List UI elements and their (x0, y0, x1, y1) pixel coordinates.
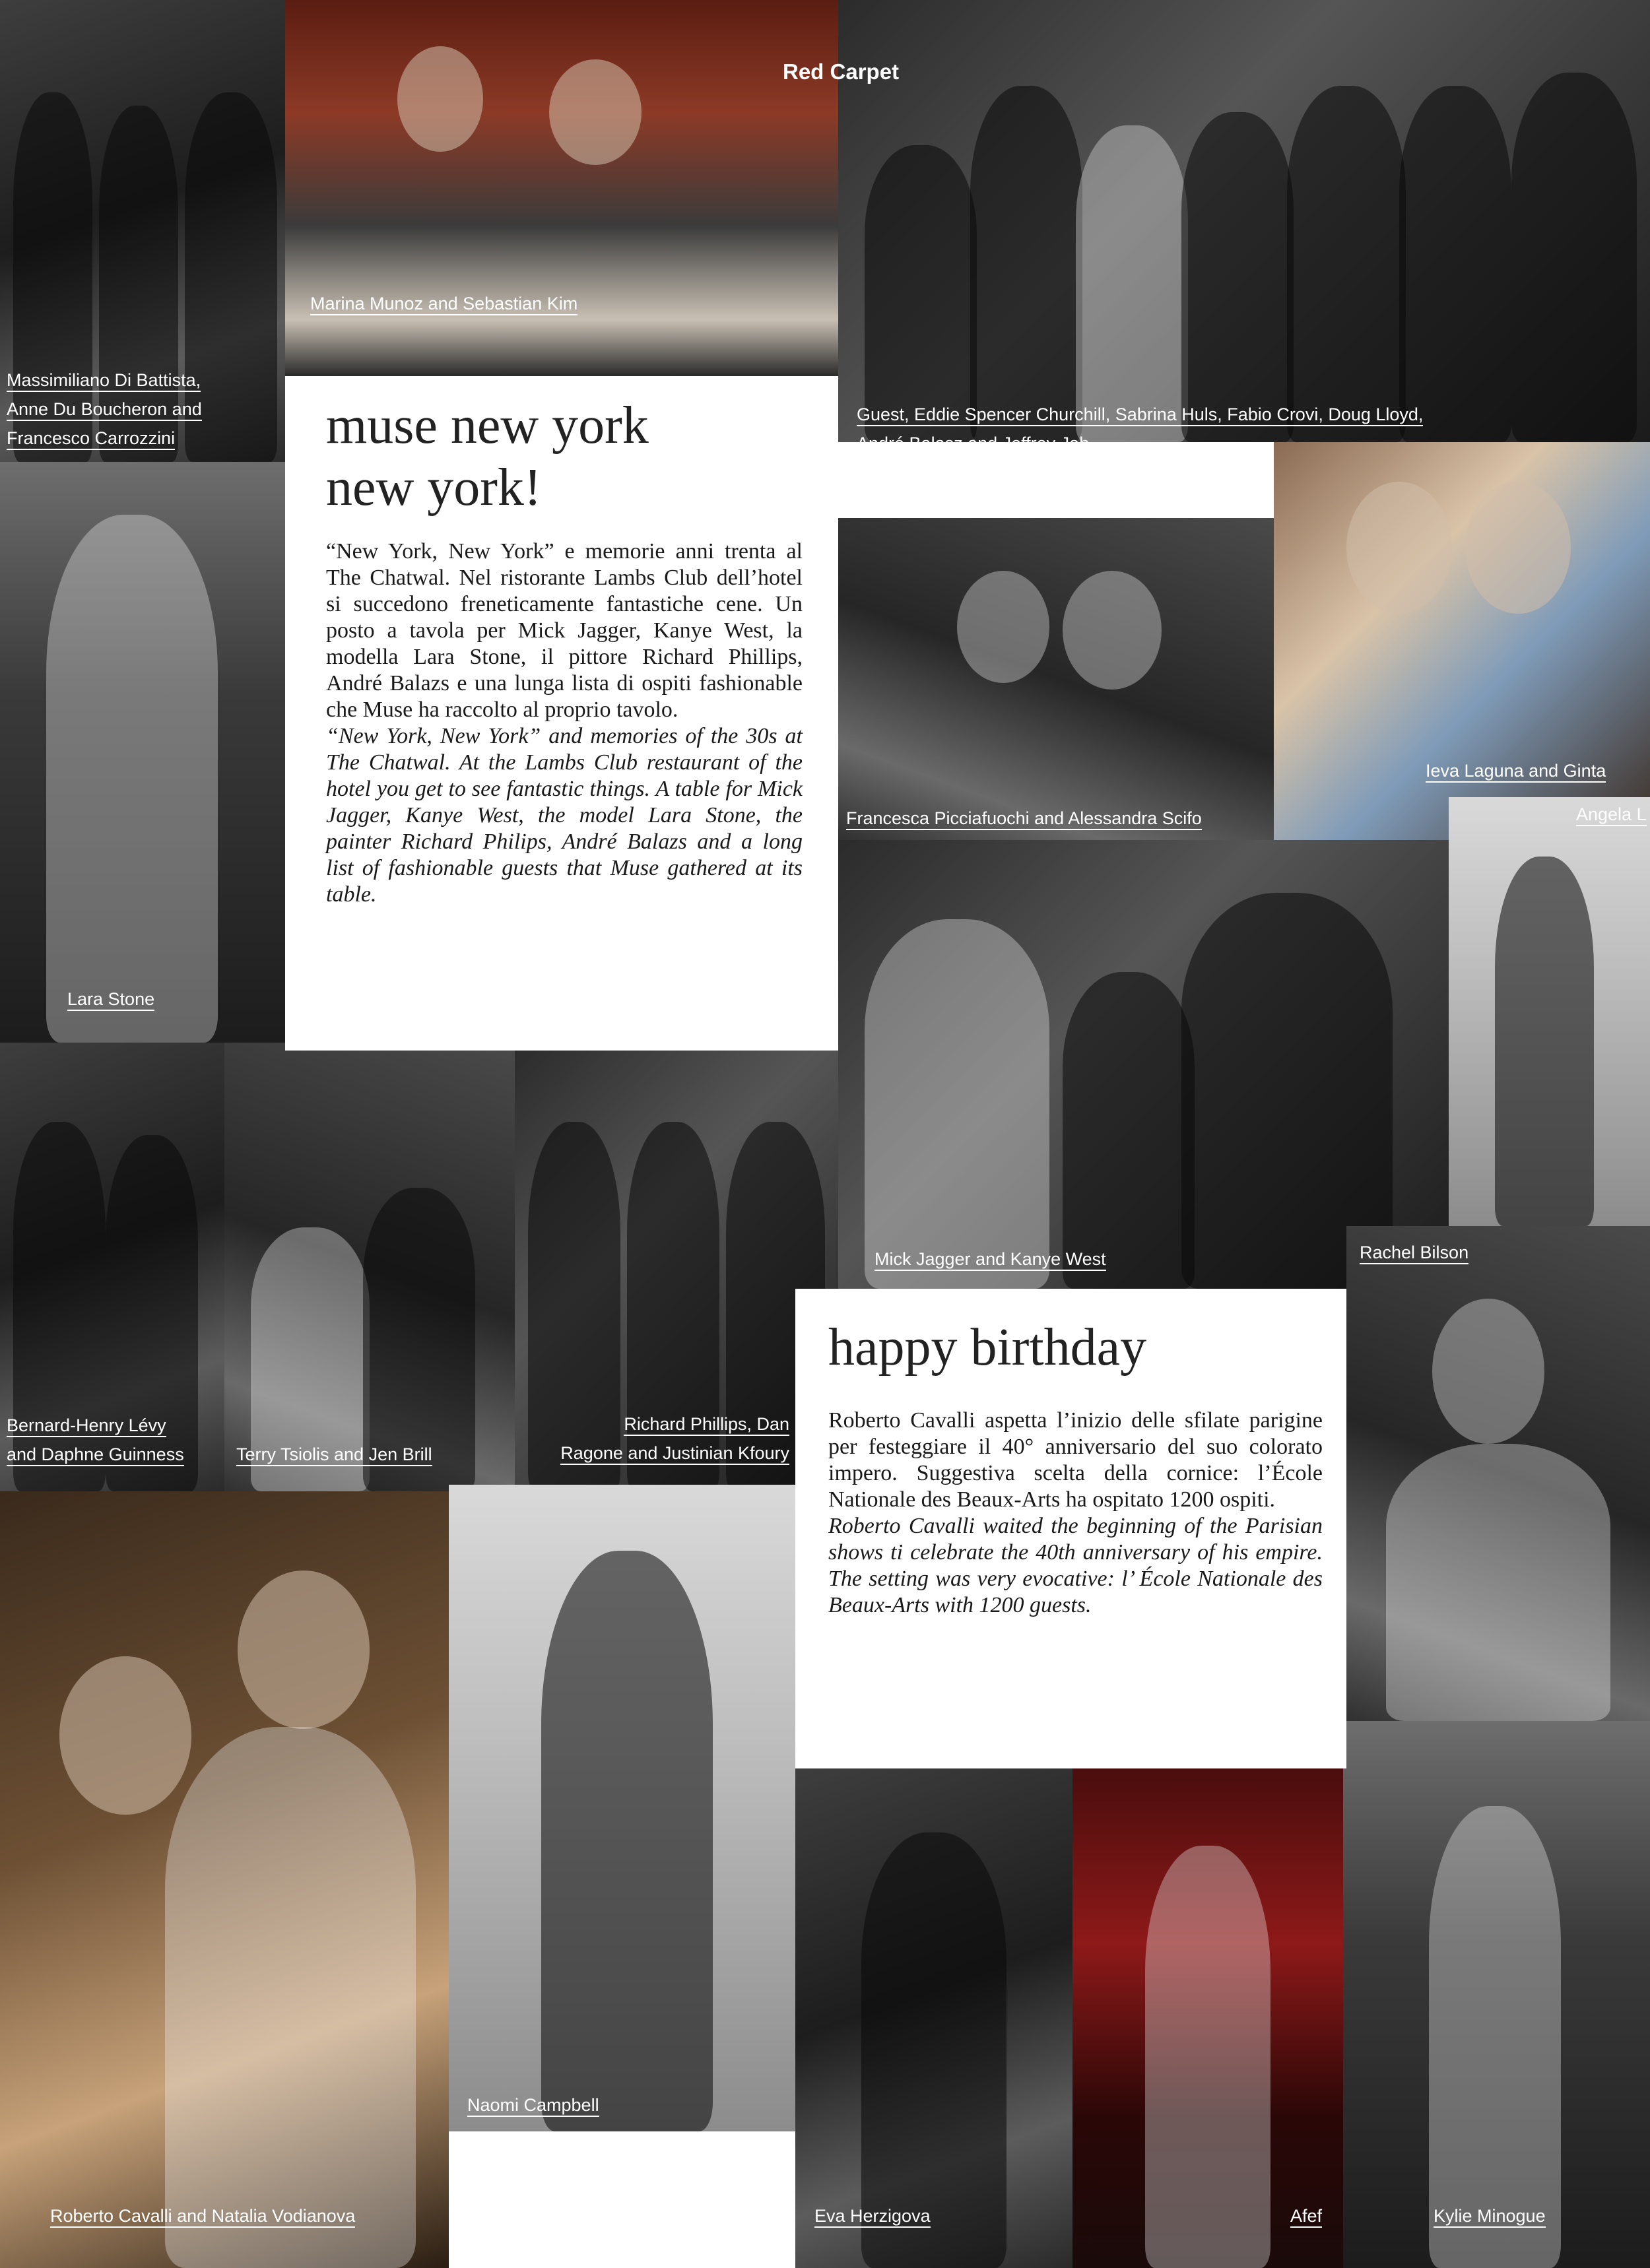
caption-line: Ieva Laguna and Ginta (1426, 761, 1606, 783)
article-title (326, 395, 803, 519)
section-title: Red Carpet (783, 59, 900, 84)
caption-line: and Daphne Guinness (7, 1444, 184, 1466)
photo-roberto (0, 1491, 449, 2268)
article-body-english: Roberto Cavalli waited the beginning of the Parisian shows ti celebrate the 40th anniversary of his empire. The setting was very evocative: l’ École Nationale des Beaux-Arts with 1200 guests. (828, 1514, 1323, 1617)
caption-lara (67, 985, 154, 1014)
caption-line: Afef (1290, 2206, 1322, 2228)
caption-line: Francesca Picciafuochi and Alessandra Scifo (846, 808, 1202, 830)
caption-terry (236, 1440, 432, 1469)
caption-rachel (1360, 1238, 1468, 1267)
caption-line: Eva Herzigova (814, 2206, 931, 2228)
article-title-line-2: new york! (326, 459, 542, 517)
photo-terry (224, 1043, 515, 1491)
caption-richard (524, 1409, 789, 1468)
photo-francesca (838, 518, 1274, 840)
caption-line: Mick Jagger and Kanye West (874, 1249, 1106, 1271)
caption-line: André Balasz and Jeffrey Jah (857, 434, 1089, 455)
caption-line: Naomi Campbell (467, 2095, 599, 2117)
caption-line: Marina Munoz and Sebastian Kim (310, 294, 578, 315)
article-body-english: “New York, New York” and memories of the 30s at The Chatwal. At the Lambs Club restaurant of the hotel you get to see fantastic things. A table for Mick Jagger, Kanye West, the model Lara Stone, the painter Richard Philips, André Balazs and a long list of fashionable guests that Muse gathered at its table. (326, 724, 803, 907)
article-happy-birthday (795, 1289, 1346, 1768)
photo-mick (838, 840, 1449, 1289)
caption-ieva (1426, 756, 1606, 785)
caption-line: Anne Du Boucheron and (7, 399, 202, 421)
caption-eva (814, 2201, 931, 2230)
caption-line: Terry Tsiolis and Jen Brill (236, 1444, 432, 1466)
photo-lara (0, 462, 285, 1043)
article-body-italian: “New York, New York” e memorie anni trenta al The Chatwal. Nel ristorante Lambs Club dell’hotel si succedono freneticamente fantastiche cene. Un posto a tavola per Mick Jagger, Kanye West, la modella Lara Stone, il pittore Richard Phillips, André Balazs e una lunga lista di ospiti fashionable che Muse ha raccolto al proprio tavolo. (326, 539, 803, 722)
caption-line: Richard Phillips, Dan (624, 1414, 789, 1436)
caption-line: Angela L (1576, 804, 1647, 826)
article-title: happy birthday (828, 1318, 1147, 1377)
caption-line: Francesco Carrozzini (7, 428, 175, 450)
photo-kylie (1343, 1721, 1650, 2268)
article-title-line-1: muse new york (326, 397, 649, 455)
caption-line: Lara Stone (67, 989, 154, 1011)
photo-rachel (1346, 1226, 1650, 1721)
photo-marina (285, 0, 838, 376)
caption-afef (1290, 2201, 1322, 2230)
caption-roberto (50, 2201, 355, 2230)
caption-massimiliano (7, 366, 202, 453)
photo-naomi (449, 1485, 795, 2131)
caption-line: Ragone and Justinian Kfoury (560, 1443, 789, 1465)
caption-kylie (1434, 2201, 1546, 2230)
caption-line: Guest, Eddie Spencer Churchill, Sabrina Huls, Fabio Crovi, Doug Lloyd, (857, 405, 1423, 426)
caption-line: Bernard-Henry Lévy (7, 1415, 166, 1437)
caption-angela (1576, 800, 1647, 829)
caption-line: Roberto Cavalli and Natalia Vodianova (50, 2206, 355, 2228)
photo-angela (1449, 797, 1650, 1226)
caption-guests (857, 400, 1423, 458)
caption-line: Kylie Minogue (1434, 2206, 1546, 2228)
photo-guests (838, 0, 1650, 442)
photo-eva (795, 1768, 1072, 2268)
photo-naomi-bottom-band (449, 2131, 795, 2268)
photo-afef (1072, 1768, 1343, 2268)
caption-bernard (7, 1411, 184, 1469)
caption-naomi (467, 2090, 599, 2120)
caption-line: Rachel Bilson (1360, 1243, 1468, 1264)
caption-mick (874, 1245, 1106, 1274)
caption-line: Massimiliano Di Battista, (7, 370, 201, 392)
caption-francesca (846, 804, 1202, 833)
caption-marina (310, 289, 578, 318)
article-body-italian: Roberto Cavalli aspetta l’inizio delle sfilate parigine per festeggiare il 40° anniversario del suo colorato impero. Suggestiva scelta della cornice: l’École Nationale des Beaux-Arts ha ospitato 1200 ospiti. (828, 1408, 1323, 1512)
article-muse-new-york (285, 376, 838, 1051)
